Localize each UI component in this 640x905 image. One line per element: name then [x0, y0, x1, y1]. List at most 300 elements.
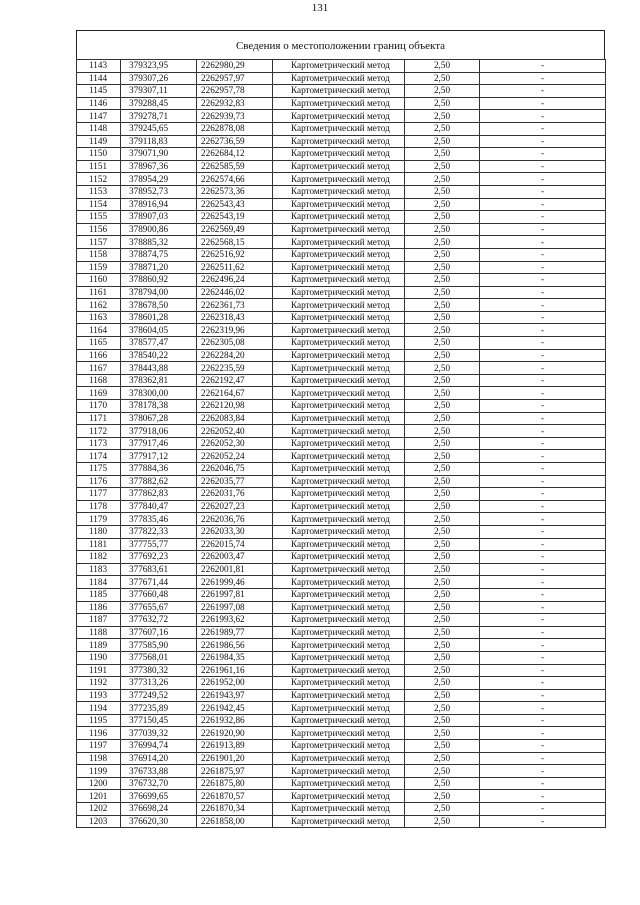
method-cell: Картометрический метод [273, 97, 405, 110]
description-cell: - [480, 752, 606, 765]
description-cell: - [480, 525, 606, 538]
table-row [77, 72, 606, 85]
x-coordinate-cell: 377632,72 [121, 614, 197, 627]
accuracy-cell: 2,50 [405, 815, 480, 828]
description-cell: - [480, 463, 606, 476]
method-cell: Картометрический метод [273, 387, 405, 400]
table-row [77, 387, 606, 400]
page-number: 131 [311, 2, 329, 14]
point-number-cell: 1159 [77, 261, 121, 274]
table-row [77, 463, 606, 476]
accuracy-cell: 2,50 [405, 500, 480, 513]
method-cell: Картометрический метод [273, 777, 405, 790]
x-coordinate-cell: 377882,62 [121, 475, 197, 488]
y-coordinate-cell: 2262574,66 [197, 173, 273, 186]
point-number-cell: 1186 [77, 601, 121, 614]
table-row [77, 198, 606, 211]
x-coordinate-cell: 379307,26 [121, 72, 197, 85]
point-number-cell: 1199 [77, 765, 121, 778]
table-row [77, 324, 606, 337]
method-cell: Картометрический метод [273, 236, 405, 249]
point-number-cell: 1197 [77, 740, 121, 753]
point-number-cell: 1153 [77, 185, 121, 198]
accuracy-cell: 2,50 [405, 160, 480, 173]
y-coordinate-cell: 2261993,62 [197, 614, 273, 627]
description-cell: - [480, 488, 606, 501]
x-coordinate-cell: 378067,28 [121, 412, 197, 425]
accuracy-cell: 2,50 [405, 475, 480, 488]
description-cell: - [480, 248, 606, 261]
accuracy-cell: 2,50 [405, 563, 480, 576]
method-cell: Картометрический метод [273, 500, 405, 513]
description-cell: - [480, 60, 606, 73]
y-coordinate-cell: 2262684,12 [197, 148, 273, 161]
y-coordinate-cell: 2262511,62 [197, 261, 273, 274]
accuracy-cell: 2,50 [405, 72, 480, 85]
accuracy-cell: 2,50 [405, 299, 480, 312]
table-row [77, 349, 606, 362]
x-coordinate-cell: 379245,65 [121, 122, 197, 135]
description-cell: - [480, 425, 606, 438]
description-cell: - [480, 475, 606, 488]
accuracy-cell: 2,50 [405, 173, 480, 186]
table-row [77, 677, 606, 690]
method-cell: Картометрический метод [273, 274, 405, 287]
accuracy-cell: 2,50 [405, 740, 480, 753]
x-coordinate-cell: 376698,24 [121, 803, 197, 816]
table-row [77, 185, 606, 198]
table-row [77, 525, 606, 538]
table-row [77, 475, 606, 488]
y-coordinate-cell: 2262568,15 [197, 236, 273, 249]
method-cell: Картометрический метод [273, 551, 405, 564]
y-coordinate-cell: 2262957,97 [197, 72, 273, 85]
x-coordinate-cell: 378604,05 [121, 324, 197, 337]
y-coordinate-cell: 2262284,20 [197, 349, 273, 362]
method-cell: Картометрический метод [273, 475, 405, 488]
method-cell: Картометрический метод [273, 362, 405, 375]
method-cell: Картометрический метод [273, 588, 405, 601]
y-coordinate-cell: 2262305,08 [197, 337, 273, 350]
y-coordinate-cell: 2262957,78 [197, 85, 273, 98]
table-row [77, 362, 606, 375]
accuracy-cell: 2,50 [405, 311, 480, 324]
x-coordinate-cell: 378178,38 [121, 400, 197, 413]
y-coordinate-cell: 2262516,92 [197, 248, 273, 261]
point-number-cell: 1162 [77, 299, 121, 312]
table-row [77, 248, 606, 261]
accuracy-cell: 2,50 [405, 236, 480, 249]
description-cell: - [480, 374, 606, 387]
x-coordinate-cell: 376620,30 [121, 815, 197, 828]
accuracy-cell: 2,50 [405, 588, 480, 601]
description-cell: - [480, 349, 606, 362]
accuracy-cell: 2,50 [405, 362, 480, 375]
y-coordinate-cell: 2262033,30 [197, 525, 273, 538]
method-cell: Картометрический метод [273, 752, 405, 765]
method-cell: Картометрический метод [273, 702, 405, 715]
accuracy-cell: 2,50 [405, 551, 480, 564]
method-cell: Картометрический метод [273, 311, 405, 324]
x-coordinate-cell: 378954,29 [121, 173, 197, 186]
x-coordinate-cell: 377249,52 [121, 689, 197, 702]
table-row [77, 664, 606, 677]
y-coordinate-cell: 2262736,59 [197, 135, 273, 148]
method-cell: Картометрический метод [273, 173, 405, 186]
x-coordinate-cell: 377380,32 [121, 664, 197, 677]
method-cell: Картометрический метод [273, 714, 405, 727]
table-row [77, 110, 606, 123]
x-coordinate-cell: 378874,75 [121, 248, 197, 261]
table-row [77, 614, 606, 627]
description-cell: - [480, 727, 606, 740]
x-coordinate-cell: 378794,00 [121, 286, 197, 299]
table-row [77, 425, 606, 438]
point-number-cell: 1143 [77, 60, 121, 73]
point-number-cell: 1156 [77, 223, 121, 236]
accuracy-cell: 2,50 [405, 274, 480, 287]
method-cell: Картометрический метод [273, 677, 405, 690]
point-number-cell: 1196 [77, 727, 121, 740]
x-coordinate-cell: 379071,90 [121, 148, 197, 161]
y-coordinate-cell: 2262164,67 [197, 387, 273, 400]
accuracy-cell: 2,50 [405, 601, 480, 614]
y-coordinate-cell: 2262052,24 [197, 450, 273, 463]
y-coordinate-cell: 2262573,36 [197, 185, 273, 198]
accuracy-cell: 2,50 [405, 198, 480, 211]
point-number-cell: 1171 [77, 412, 121, 425]
x-coordinate-cell: 377607,16 [121, 626, 197, 639]
point-number-cell: 1147 [77, 110, 121, 123]
point-number-cell: 1152 [77, 173, 121, 186]
method-cell: Картометрический метод [273, 513, 405, 526]
x-coordinate-cell: 378860,92 [121, 274, 197, 287]
method-cell: Картометрический метод [273, 374, 405, 387]
table-row [77, 576, 606, 589]
accuracy-cell: 2,50 [405, 324, 480, 337]
method-cell: Картометрический метод [273, 463, 405, 476]
table-row [77, 538, 606, 551]
accuracy-cell: 2,50 [405, 110, 480, 123]
method-cell: Картометрический метод [273, 803, 405, 816]
table-row [77, 173, 606, 186]
point-number-cell: 1175 [77, 463, 121, 476]
description-cell: - [480, 160, 606, 173]
point-number-cell: 1184 [77, 576, 121, 589]
method-cell: Картометрический метод [273, 400, 405, 413]
method-cell: Картометрический метод [273, 85, 405, 98]
x-coordinate-cell: 378300,00 [121, 387, 197, 400]
description-cell: - [480, 677, 606, 690]
x-coordinate-cell: 378678,50 [121, 299, 197, 312]
description-cell: - [480, 765, 606, 778]
y-coordinate-cell: 2261999,46 [197, 576, 273, 589]
point-number-cell: 1149 [77, 135, 121, 148]
description-cell: - [480, 576, 606, 589]
x-coordinate-cell: 378577,47 [121, 337, 197, 350]
description-cell: - [480, 702, 606, 715]
x-coordinate-cell: 377039,32 [121, 727, 197, 740]
accuracy-cell: 2,50 [405, 626, 480, 639]
y-coordinate-cell: 2261984,35 [197, 651, 273, 664]
accuracy-cell: 2,50 [405, 450, 480, 463]
table-row [77, 601, 606, 614]
method-cell: Картометрический метод [273, 223, 405, 236]
x-coordinate-cell: 377150,45 [121, 714, 197, 727]
description-cell: - [480, 437, 606, 450]
method-cell: Картометрический метод [273, 60, 405, 73]
point-number-cell: 1145 [77, 85, 121, 98]
table-row [77, 488, 606, 501]
x-coordinate-cell: 377692,23 [121, 551, 197, 564]
table-row [77, 803, 606, 816]
table-row [77, 85, 606, 98]
method-cell: Картометрический метод [273, 563, 405, 576]
accuracy-cell: 2,50 [405, 425, 480, 438]
method-cell: Картометрический метод [273, 651, 405, 664]
table-row [77, 274, 606, 287]
x-coordinate-cell: 376914,20 [121, 752, 197, 765]
table-row [77, 437, 606, 450]
point-number-cell: 1173 [77, 437, 121, 450]
description-cell: - [480, 538, 606, 551]
method-cell: Картометрический метод [273, 148, 405, 161]
method-cell: Картометрический метод [273, 450, 405, 463]
y-coordinate-cell: 2262235,59 [197, 362, 273, 375]
table-row [77, 160, 606, 173]
y-coordinate-cell: 2262543,43 [197, 198, 273, 211]
x-coordinate-cell: 379323,95 [121, 60, 197, 73]
description-cell: - [480, 551, 606, 564]
y-coordinate-cell: 2262361,73 [197, 299, 273, 312]
y-coordinate-cell: 2261920,90 [197, 727, 273, 740]
accuracy-cell: 2,50 [405, 400, 480, 413]
method-cell: Картометрический метод [273, 740, 405, 753]
accuracy-cell: 2,50 [405, 664, 480, 677]
method-cell: Картометрический метод [273, 337, 405, 350]
x-coordinate-cell: 379307,11 [121, 85, 197, 98]
table-row [77, 135, 606, 148]
accuracy-cell: 2,50 [405, 261, 480, 274]
point-number-cell: 1170 [77, 400, 121, 413]
accuracy-cell: 2,50 [405, 85, 480, 98]
method-cell: Картометрический метод [273, 110, 405, 123]
description-cell: - [480, 274, 606, 287]
description-cell: - [480, 148, 606, 161]
x-coordinate-cell: 377862,83 [121, 488, 197, 501]
x-coordinate-cell: 377655,67 [121, 601, 197, 614]
description-cell: - [480, 626, 606, 639]
x-coordinate-cell: 378967,36 [121, 160, 197, 173]
point-number-cell: 1161 [77, 286, 121, 299]
y-coordinate-cell: 2261875,80 [197, 777, 273, 790]
x-coordinate-cell: 377918,06 [121, 425, 197, 438]
point-number-cell: 1163 [77, 311, 121, 324]
method-cell: Картометрический метод [273, 790, 405, 803]
description-cell: - [480, 664, 606, 677]
point-number-cell: 1191 [77, 664, 121, 677]
accuracy-cell: 2,50 [405, 513, 480, 526]
accuracy-cell: 2,50 [405, 337, 480, 350]
point-number-cell: 1151 [77, 160, 121, 173]
point-number-cell: 1169 [77, 387, 121, 400]
table-row [77, 702, 606, 715]
table-row [77, 286, 606, 299]
method-cell: Картометрический метод [273, 601, 405, 614]
table-row [77, 311, 606, 324]
point-number-cell: 1200 [77, 777, 121, 790]
table-row [77, 261, 606, 274]
x-coordinate-cell: 376733,88 [121, 765, 197, 778]
point-number-cell: 1158 [77, 248, 121, 261]
table-row [77, 513, 606, 526]
description-cell: - [480, 311, 606, 324]
y-coordinate-cell: 2262046,75 [197, 463, 273, 476]
y-coordinate-cell: 2262543,19 [197, 211, 273, 224]
table-body [77, 60, 606, 828]
description-cell: - [480, 198, 606, 211]
accuracy-cell: 2,50 [405, 727, 480, 740]
x-coordinate-cell: 378871,20 [121, 261, 197, 274]
method-cell: Картометрический метод [273, 664, 405, 677]
x-coordinate-cell: 377313,26 [121, 677, 197, 690]
point-number-cell: 1144 [77, 72, 121, 85]
x-coordinate-cell: 377822,33 [121, 525, 197, 538]
y-coordinate-cell: 2262585,59 [197, 160, 273, 173]
boundary-table [76, 30, 605, 828]
table-row [77, 148, 606, 161]
method-cell: Картометрический метод [273, 425, 405, 438]
point-number-cell: 1174 [77, 450, 121, 463]
description-cell: - [480, 777, 606, 790]
coordinates-table [76, 59, 606, 828]
method-cell: Картометрический метод [273, 349, 405, 362]
point-number-cell: 1182 [77, 551, 121, 564]
accuracy-cell: 2,50 [405, 777, 480, 790]
point-number-cell: 1154 [77, 198, 121, 211]
description-cell: - [480, 286, 606, 299]
description-cell: - [480, 714, 606, 727]
table-row [77, 60, 606, 73]
y-coordinate-cell: 2262001,81 [197, 563, 273, 576]
table-row [77, 790, 606, 803]
method-cell: Картометрический метод [273, 299, 405, 312]
y-coordinate-cell: 2262083,84 [197, 412, 273, 425]
point-number-cell: 1198 [77, 752, 121, 765]
table-row [77, 563, 606, 576]
method-cell: Картометрический метод [273, 198, 405, 211]
x-coordinate-cell: 377683,61 [121, 563, 197, 576]
x-coordinate-cell: 378601,28 [121, 311, 197, 324]
point-number-cell: 1183 [77, 563, 121, 576]
description-cell: - [480, 563, 606, 576]
method-cell: Картометрический метод [273, 72, 405, 85]
description-cell: - [480, 601, 606, 614]
accuracy-cell: 2,50 [405, 677, 480, 690]
y-coordinate-cell: 2262446,02 [197, 286, 273, 299]
description-cell: - [480, 588, 606, 601]
y-coordinate-cell: 2262192,47 [197, 374, 273, 387]
method-cell: Картометрический метод [273, 488, 405, 501]
point-number-cell: 1202 [77, 803, 121, 816]
point-number-cell: 1146 [77, 97, 121, 110]
point-number-cell: 1150 [77, 148, 121, 161]
accuracy-cell: 2,50 [405, 765, 480, 778]
accuracy-cell: 2,50 [405, 374, 480, 387]
x-coordinate-cell: 378900,86 [121, 223, 197, 236]
x-coordinate-cell: 378952,73 [121, 185, 197, 198]
x-coordinate-cell: 376699,65 [121, 790, 197, 803]
y-coordinate-cell: 2262569,49 [197, 223, 273, 236]
y-coordinate-cell: 2261858,00 [197, 815, 273, 828]
point-number-cell: 1189 [77, 639, 121, 652]
table-row [77, 689, 606, 702]
y-coordinate-cell: 2261989,77 [197, 626, 273, 639]
method-cell: Картометрический метод [273, 160, 405, 173]
method-cell: Картометрический метод [273, 261, 405, 274]
x-coordinate-cell: 377835,46 [121, 513, 197, 526]
y-coordinate-cell: 2261952,00 [197, 677, 273, 690]
description-cell: - [480, 261, 606, 274]
description-cell: - [480, 72, 606, 85]
y-coordinate-cell: 2261961,16 [197, 664, 273, 677]
description-cell: - [480, 362, 606, 375]
accuracy-cell: 2,50 [405, 752, 480, 765]
description-cell: - [480, 740, 606, 753]
accuracy-cell: 2,50 [405, 525, 480, 538]
point-number-cell: 1203 [77, 815, 121, 828]
method-cell: Картометрический метод [273, 765, 405, 778]
point-number-cell: 1176 [77, 475, 121, 488]
accuracy-cell: 2,50 [405, 248, 480, 261]
description-cell: - [480, 500, 606, 513]
y-coordinate-cell: 2261997,81 [197, 588, 273, 601]
table-row [77, 299, 606, 312]
accuracy-cell: 2,50 [405, 412, 480, 425]
method-cell: Картометрический метод [273, 639, 405, 652]
method-cell: Картометрический метод [273, 525, 405, 538]
description-cell: - [480, 85, 606, 98]
y-coordinate-cell: 2262031,76 [197, 488, 273, 501]
x-coordinate-cell: 377235,89 [121, 702, 197, 715]
table-row [77, 412, 606, 425]
x-coordinate-cell: 379278,71 [121, 110, 197, 123]
accuracy-cell: 2,50 [405, 576, 480, 589]
table-row [77, 777, 606, 790]
table-row [77, 211, 606, 224]
table-row [77, 639, 606, 652]
table-row [77, 740, 606, 753]
table-row [77, 97, 606, 110]
point-number-cell: 1188 [77, 626, 121, 639]
x-coordinate-cell: 378540,22 [121, 349, 197, 362]
x-coordinate-cell: 377585,90 [121, 639, 197, 652]
description-cell: - [480, 223, 606, 236]
point-number-cell: 1148 [77, 122, 121, 135]
y-coordinate-cell: 2261875,97 [197, 765, 273, 778]
method-cell: Картометрический метод [273, 576, 405, 589]
x-coordinate-cell: 379118,83 [121, 135, 197, 148]
x-coordinate-cell: 379288,45 [121, 97, 197, 110]
description-cell: - [480, 324, 606, 337]
x-coordinate-cell: 377840,47 [121, 500, 197, 513]
table-row [77, 626, 606, 639]
description-cell: - [480, 450, 606, 463]
description-cell: - [480, 387, 606, 400]
description-cell: - [480, 299, 606, 312]
point-number-cell: 1190 [77, 651, 121, 664]
accuracy-cell: 2,50 [405, 714, 480, 727]
